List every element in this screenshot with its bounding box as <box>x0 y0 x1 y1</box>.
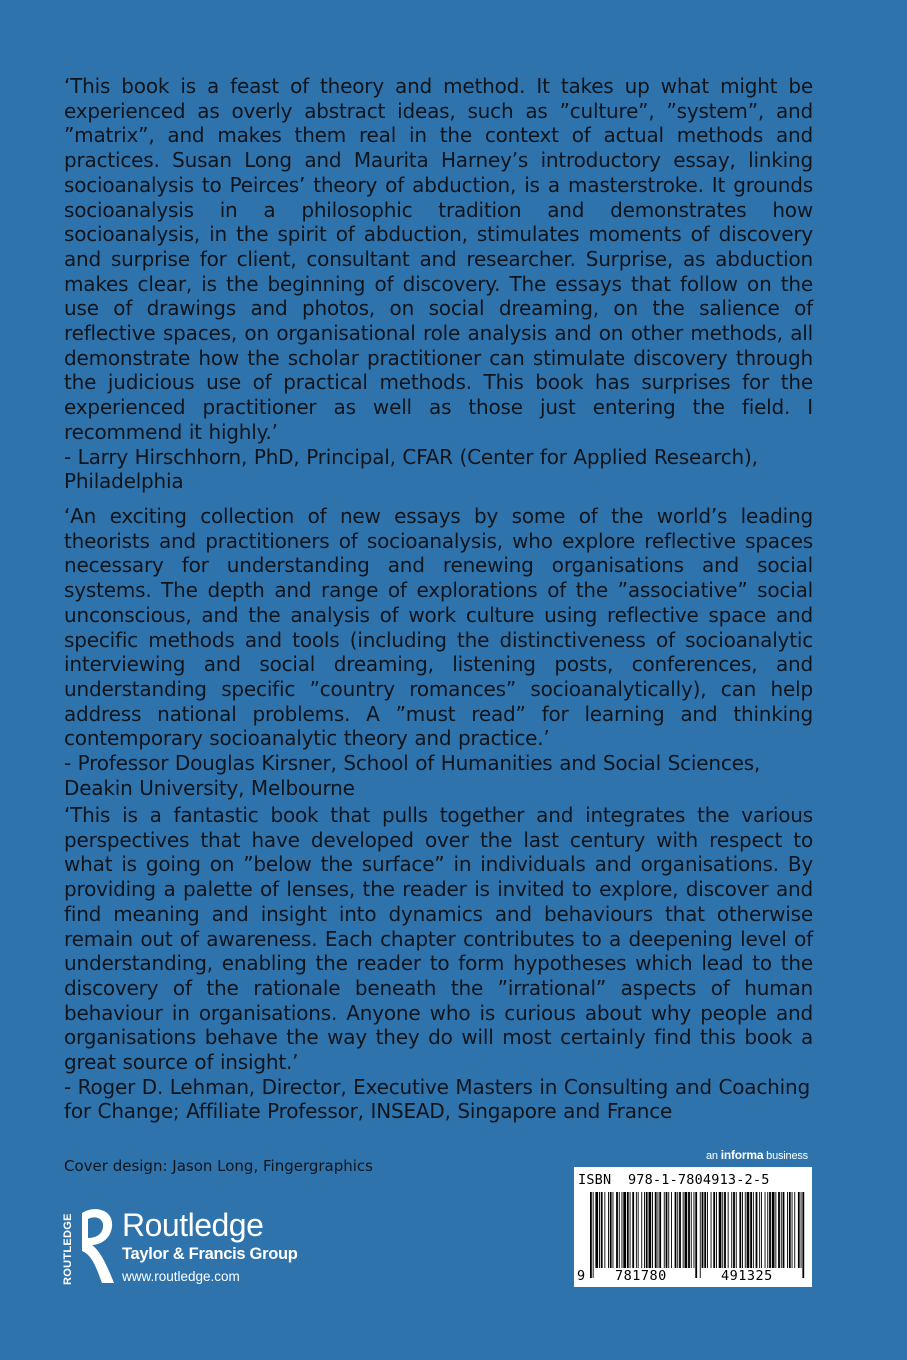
quote-attribution: - Roger D. Lehman, Director, Executive Masters in Consulting and Coaching for Change; Affiliate Professor, INSEAD, Singapore and France <box>64 1074 810 1124</box>
barcode-bar <box>691 1192 692 1268</box>
barcode-bar <box>601 1192 603 1268</box>
barcode-bar <box>655 1192 657 1268</box>
barcode-bar <box>623 1192 626 1268</box>
barcode-bar <box>630 1192 631 1268</box>
barcode-bar <box>677 1192 678 1268</box>
barcode-bar <box>694 1192 695 1268</box>
barcode-bar <box>775 1192 776 1268</box>
barcode-bar <box>595 1192 598 1268</box>
isbn-label: ISBN 978-1-7804913-2-5 <box>578 1172 770 1188</box>
barcode-bar <box>700 1192 701 1278</box>
barcode-bar <box>707 1192 708 1268</box>
barcode-bar <box>739 1192 741 1268</box>
barcode-bars <box>590 1192 806 1278</box>
publisher-url: www.routledge.com <box>122 1269 240 1284</box>
barcode-bar <box>792 1192 793 1268</box>
barcode-bar <box>671 1192 672 1268</box>
barcode-bar <box>742 1192 743 1268</box>
quote-text: ‘This book is a feast of theory and method. It takes up what might be experienced as overly abstract ideas, such as ”culture”, ”system”, and ”matrix”, and makes them real in the context of actual methods and practices. Susan Long and Maurita Harney’s introductory essay, linking socioanalysis to Peirces’ theory of abduction, is a masterstroke. It grounds socioanalysis in a philosophic tradition and demonstrates how socioanalysis, in the spirit of abduction, stimulates moments of discovery and surprise for client, consultant and researcher. Surprise, as abduction makes clear, is the beginning of discovery. The essays that follow on the use of drawings and photos, on social dreaming, on the salience of reflective spaces, on organisational role analysis and on other methods, all demonstrate how the scholar practitioner can stimulate discovery through the judicious use of practical methods. This book has surprises for the experienced practitioner as well as those just entering the field. I recommend it highly.’ <box>64 74 813 444</box>
quote-text: ‘This is a fantastic book that pulls together and integrates the various perspectives that have developed over the last century with respect to what is going on ”below the surface” in individuals and organisations. By providing a palette of lenses, the reader is invited to explore, discover and find meaning and insight into dynamics and behaviours that otherwise remain out of awareness. Each chapter contributes to a deepening level of understanding, enabling the reader to form hypotheses which lead to the discovery of the rationale beneath the ”irrational” aspects of human behaviour in organisations. Anyone who is curious about why people and organisations behave the way they do will most certainly find this book a great source of insight.’ <box>64 803 813 1075</box>
barcode-bar <box>658 1192 659 1268</box>
barcode-bar <box>695 1192 697 1278</box>
barcode-bar <box>683 1192 684 1268</box>
barcode-bar <box>728 1192 729 1268</box>
barcode-bar <box>668 1192 669 1268</box>
barcode-bar <box>610 1192 612 1268</box>
barcode-bar <box>778 1192 780 1268</box>
barcode-bar <box>753 1192 754 1268</box>
barcode-bar <box>649 1192 652 1268</box>
barcode-bar <box>722 1192 723 1268</box>
barcode-bar <box>794 1192 795 1268</box>
routledge-vertical-mark: ROUTLEDGE <box>62 1213 74 1285</box>
barcode-bar <box>641 1192 642 1268</box>
barcode-digits-left: 781780 <box>615 1268 667 1284</box>
barcode-bar <box>599 1192 600 1268</box>
barcode-bar <box>638 1192 639 1268</box>
barcode-bar <box>750 1192 752 1268</box>
barcode-bar <box>666 1192 668 1268</box>
barcode-bar <box>659 1192 661 1268</box>
barcode-bar <box>704 1192 706 1268</box>
barcode-bar <box>608 1192 609 1268</box>
barcode-bar <box>761 1192 762 1268</box>
barcode-bar <box>711 1192 712 1268</box>
barcode-bar <box>627 1192 629 1268</box>
barcode-bar <box>789 1192 791 1268</box>
barcode-bar <box>756 1192 758 1268</box>
barcode-digit-first: 9 <box>577 1268 586 1284</box>
barcode-bar <box>675 1192 677 1268</box>
barcode-bar <box>733 1192 735 1268</box>
barcode-bar <box>632 1192 634 1268</box>
barcode-bar <box>604 1192 605 1268</box>
barcode-bar <box>769 1192 771 1268</box>
barcode-bar <box>713 1192 715 1268</box>
barcode-bar <box>801 1192 802 1268</box>
barcode-bar <box>590 1192 592 1278</box>
barcode-bar <box>702 1192 704 1268</box>
endorsement-quote-2 <box>64 504 813 800</box>
barcode-bar <box>783 1192 785 1268</box>
barcode-bar <box>802 1192 804 1278</box>
barcode-bar <box>613 1192 614 1268</box>
barcode-bar <box>679 1192 681 1268</box>
barcode-bar <box>644 1192 645 1268</box>
quote-attribution: - Larry Hirschhorn, PhD, Principal, CFAR (Center for Applied Research), Philadelphia <box>64 444 758 494</box>
barcode-bar <box>767 1192 768 1268</box>
endorsement-quote-1 <box>64 74 813 494</box>
barcode-bar <box>688 1192 690 1268</box>
barcode-bar <box>616 1192 618 1268</box>
barcode-bar <box>719 1192 722 1268</box>
informa-business-tag: an informa business <box>706 1148 808 1162</box>
isbn-barcode <box>574 1167 812 1287</box>
routledge-logo <box>64 1205 324 1290</box>
publisher-group: Taylor & Francis Group <box>122 1245 298 1263</box>
barcode-bar <box>745 1192 746 1268</box>
barcode-bar <box>787 1192 788 1268</box>
barcode-bar <box>724 1192 726 1268</box>
barcode-bar <box>736 1192 737 1268</box>
barcode-bar <box>716 1192 717 1268</box>
quote-text: ‘An exciting collection of new essays by some of the world’s leading theorists and practitioners of socioanalysis, who explore reflective spaces necessary for understanding and renewing organisations and social systems. The depth and range of explorations of the ”associative” social unconscious, and the analysis of work culture using reflective space and specific methods and tools (including the distinctiveness of socioanalytic interviewing and social dreaming, listening posts, conferences, and understanding specific ”country romances” socioanalytically), can help address national problems. A ”must read” for learning and thinking contemporary socioanalytic theory and practice.’ <box>64 504 813 751</box>
cover-design-credit: Cover design: Jason Long, Fingergraphics <box>64 1157 373 1175</box>
barcode-bar <box>664 1192 665 1268</box>
barcode-bar <box>636 1192 637 1268</box>
publisher-name: Routledge <box>122 1207 264 1243</box>
barcode-bar <box>685 1192 688 1268</box>
barcode-digits-right: 491325 <box>721 1268 773 1284</box>
barcode-bar <box>781 1192 782 1268</box>
barcode-bar <box>759 1192 760 1268</box>
barcode-bar <box>731 1192 732 1268</box>
quote-attribution: - Professor Douglas Kirsner, School of Humanities and Social Sciences, Deakin University, Melbourne <box>64 751 761 800</box>
barcode-bar <box>622 1192 623 1268</box>
barcode-bar <box>619 1192 620 1268</box>
barcode-bar <box>747 1192 750 1268</box>
endorsement-quote-3 <box>64 803 813 1124</box>
barcode-bar <box>652 1192 653 1268</box>
barcode-bar <box>765 1192 766 1268</box>
barcode-bar <box>798 1192 800 1268</box>
barcode-bar <box>646 1192 648 1268</box>
barcode-bar <box>772 1192 775 1268</box>
barcode-bar <box>593 1192 594 1278</box>
